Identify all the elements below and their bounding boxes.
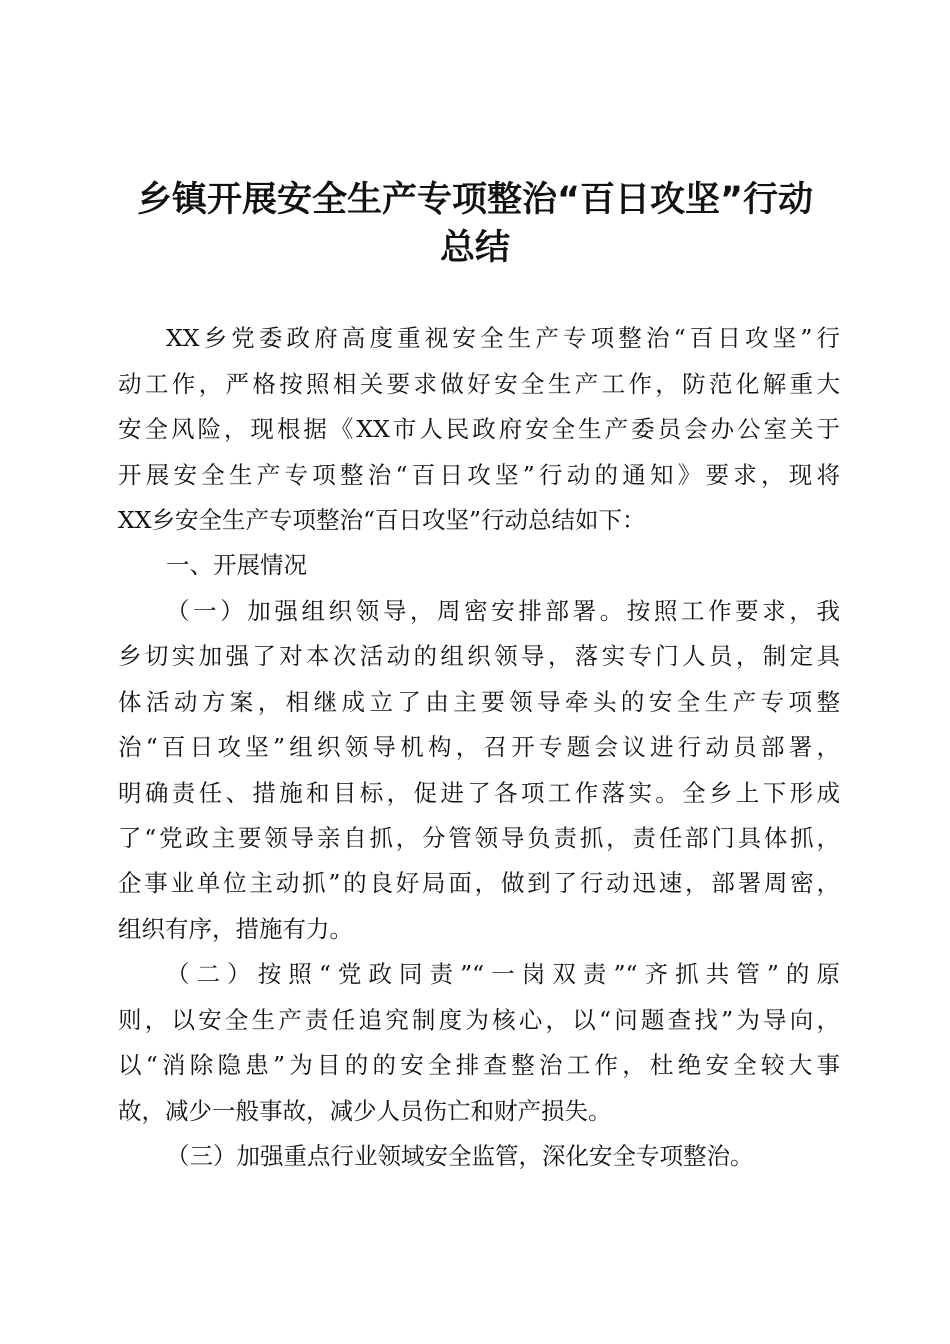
section-heading: 一、开展情况 [166,551,307,579]
document-title-line-1: 乡镇开展安全生产专项整治“百日攻坚”行动 [136,180,813,220]
paragraph-1-line-3: 体活动方案，相继成立了由主要领导牵头的安全生产专项整 [118,688,840,716]
paragraph-3-line-1: （三）加强重点行业领域安全监管，深化安全专项整治。 [166,1142,754,1170]
paragraph-intro-line-1: XX乡党委政府高度重视安全生产专项整治“百日攻坚”行 [166,324,840,352]
paragraph-2-line-2: 则，以安全生产责任追究制度为核心，以“问题查找”为导向， [118,1006,840,1034]
document-title-line-2: 总结 [439,228,510,268]
paragraph-1-line-1: （一）加强组织领导，周密安排部署。按照工作要求，我 [166,597,840,625]
paragraph-2-line-4: 故，减少一般事故，减少人员伤亡和财产损失。 [118,1097,612,1125]
paragraph-intro-line-5: XX乡安全生产专项整治“百日攻坚”行动总结如下： [118,506,646,534]
paragraph-1-line-5: 明确责任、措施和目标，促进了各项工作落实。全乡上下形成 [118,779,840,807]
paragraph-2-line-3: 以“消除隐患”为目的的安全排查整治工作，杜绝安全较大事 [118,1051,840,1079]
paragraph-intro-line-3: 安全风险，现根据《XX市人民政府安全生产委员会办公室关于 [118,415,840,443]
paragraph-1-line-8: 组织有序，措施有力。 [118,915,353,943]
paragraph-intro-line-4: 开展安全生产专项整治“百日攻坚”行动的通知》要求，现将 [118,461,840,489]
paragraph-1-line-7: 企事业单位主动抓”的良好局面，做到了行动迅速，部署周密， [118,869,840,897]
paragraph-2-line-1: （二）按照“党政同责”“一岗双责”“齐抓共管”的原 [166,960,840,988]
paragraph-intro-line-2: 动工作，严格按照相关要求做好安全生产工作，防范化解重大 [118,370,840,398]
paragraph-1-line-6: 了“党政主要领导亲自抓，分管领导负责抓，责任部门具体抓， [118,824,840,852]
paragraph-1-line-2: 乡切实加强了对本次活动的组织领导，落实专门人员，制定具 [118,642,840,670]
paragraph-1-line-4: 治“百日攻坚”组织领导机构，召开专题会议进行动员部署， [118,733,840,761]
